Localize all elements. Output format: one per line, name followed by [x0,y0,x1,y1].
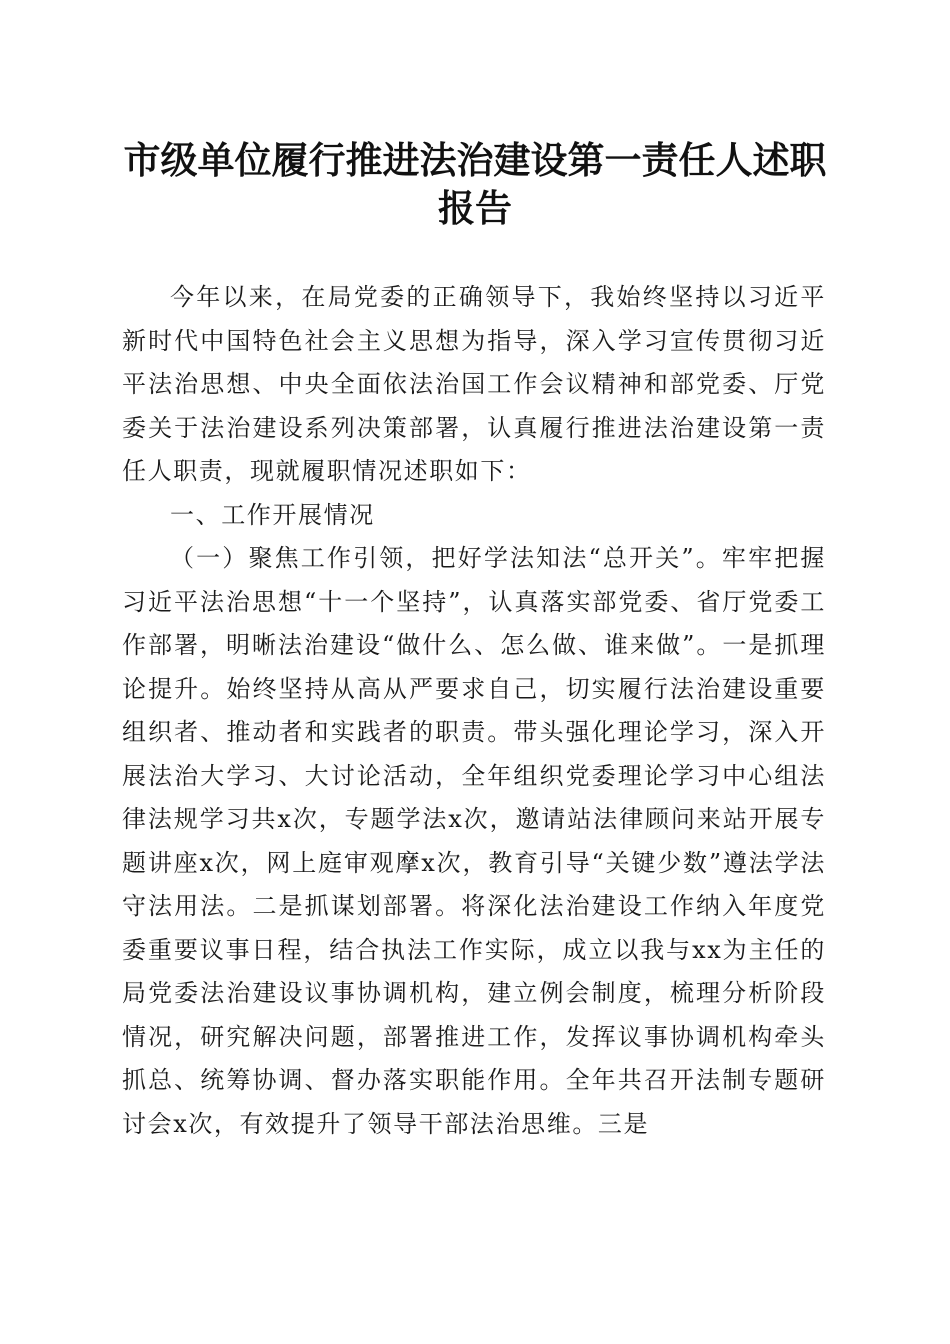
section-heading: 一、工作开展情况 [170,500,375,529]
section-paragraph: （一）聚焦工作引领，把好学法知法“总开关”。牢牢把握习近平法治思想“十一个坚持”，认真落实部党委、省厅党委工作部署，明晰法治建设“做什么、怎么做、谁来做”。一是抓理论提升。始终坚持从高从严要求自己，切实履行法治建设重要组织者、推动者和实践者的职责。带头强化理论学习，深入开展法治大学习、大讨论活动，全年组织党委理论学习中心组法律法规学习共x次，专题学法x次，邀请站法律顾问来站开展专题讲座x次，网上庭审观摩x次，教育引导“关键少数”遵法学法守法用法。二是抓谋划部署。将深化法治建设工作纳入年度党委重要议事日程，结合执法工作实际，成立以我与xx为主任的局党委法治建设议事协调机构，建立例会制度，梳理分析阶段情况，研究解决问题，部署推进工作，发挥议事协调机构牵头抓总、统筹协调、督办落实职能作用。全年共召开法制专题研讨会x次，有效提升了领导干部法治思维。三是 [122,544,826,1138]
document-body [122,276,826,1146]
intro-paragraph: 今年以来，在局党委的正确领导下，我始终坚持以习近平新时代中国特色社会主义思想为指导，深入学习宣传贯彻习近平法治思想、中央全面依法治国工作会议精神和部党委、厅党委关于法治建设系列决策部署，认真履行推进法治建设第一责任人职责，现就履职情况述职如下： [122,283,826,485]
document-title: 市级单位履行推进法治建设第一责任人述职报告 [123,138,827,230]
